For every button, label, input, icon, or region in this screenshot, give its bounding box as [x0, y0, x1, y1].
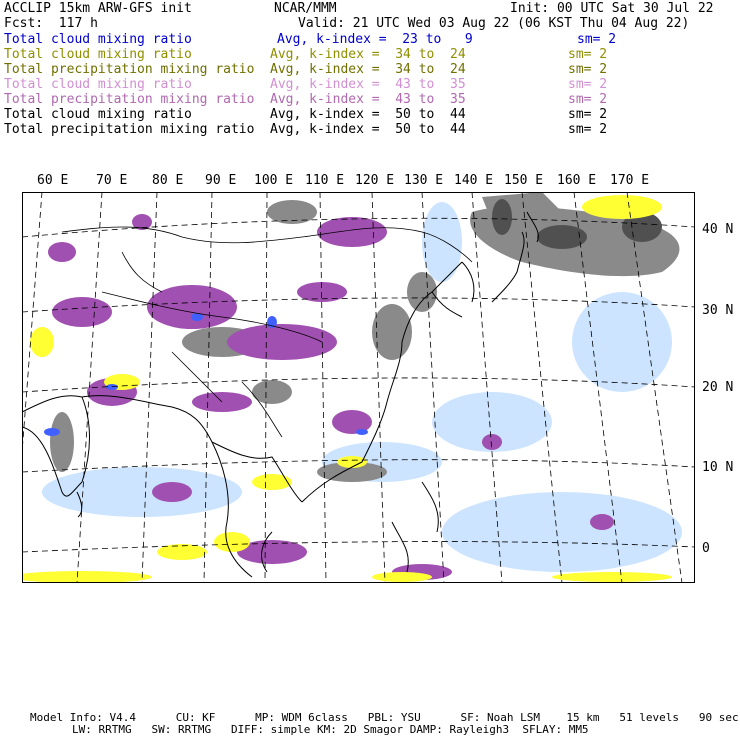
field-smoothing: sm= 2: [568, 122, 608, 137]
lon-label: 130 E: [404, 173, 444, 188]
lon-label: 150 E: [504, 173, 544, 188]
forecast-hour: Fcst: 117 h: [4, 16, 98, 31]
field-name: Total cloud mixing ratio: [4, 47, 192, 62]
lat-label: 40 N: [702, 222, 734, 237]
lon-label: 120 E: [355, 173, 395, 188]
field-avg-kindex: Avg, k-index = 50 to 44: [270, 122, 466, 137]
field-smoothing: sm= 2: [568, 77, 608, 92]
lon-label: 140 E: [454, 173, 494, 188]
lat-label: 10 N: [702, 460, 734, 475]
field-name: Total precipitation mixing ratio: [4, 62, 255, 77]
lon-label: 170 E: [610, 173, 650, 188]
org-label: NCAR/MMM: [274, 1, 337, 16]
field-smoothing: sm= 2: [577, 32, 617, 47]
field-smoothing: sm= 2: [568, 62, 608, 77]
field-name: Total cloud mixing ratio: [4, 77, 192, 92]
model-title: ACCLIP 15km ARW-GFS init: [4, 1, 192, 16]
model-info-line1: Model Info: V4.4 CU: KF MP: WDM 6class PBL: YSU SF: Noah LSM 15 km 51 levels 90 sec: [30, 711, 739, 724]
field-avg-kindex: Avg, k-index = 50 to 44: [270, 107, 466, 122]
forecast-map: [22, 192, 695, 583]
field-avg-kindex: Avg, k-index = 34 to 24: [270, 47, 466, 62]
lat-label: 20 N: [702, 380, 734, 395]
model-info-line2: LW: RRTMG SW: RRTMG DIFF: simple KM: 2D Smagor DAMP: Rayleigh3 SFLAY: MM5: [72, 723, 589, 736]
init-time: Init: 00 UTC Sat 30 Jul 22: [510, 1, 714, 16]
lon-label: 80 E: [152, 173, 184, 188]
lon-label: 70 E: [96, 173, 128, 188]
field-name: Total precipitation mixing ratio: [4, 122, 255, 137]
lon-label: 160 E: [557, 173, 597, 188]
lat-label: 0: [702, 541, 710, 556]
lat-label: 30 N: [702, 303, 734, 318]
valid-time: Valid: 21 UTC Wed 03 Aug 22 (06 KST Thu 04 Aug 22): [298, 16, 690, 31]
field-name: Total cloud mixing ratio: [4, 32, 192, 47]
field-smoothing: sm= 2: [568, 47, 608, 62]
field-name: Total precipitation mixing ratio: [4, 92, 255, 107]
field-smoothing: sm= 2: [568, 92, 608, 107]
field-avg-kindex: Avg, k-index = 43 to 35: [270, 77, 466, 92]
lon-label: 100 E: [254, 173, 294, 188]
lon-label: 90 E: [205, 173, 237, 188]
field-smoothing: sm= 2: [568, 107, 608, 122]
field-avg-kindex: Avg, k-index = 34 to 24: [270, 62, 466, 77]
field-avg-kindex: Avg, k-index = 23 to 9: [277, 32, 473, 47]
field-avg-kindex: Avg, k-index = 43 to 35: [270, 92, 466, 107]
lon-label: 110 E: [305, 173, 345, 188]
field-name: Total cloud mixing ratio: [4, 107, 192, 122]
lon-label: 60 E: [37, 173, 69, 188]
